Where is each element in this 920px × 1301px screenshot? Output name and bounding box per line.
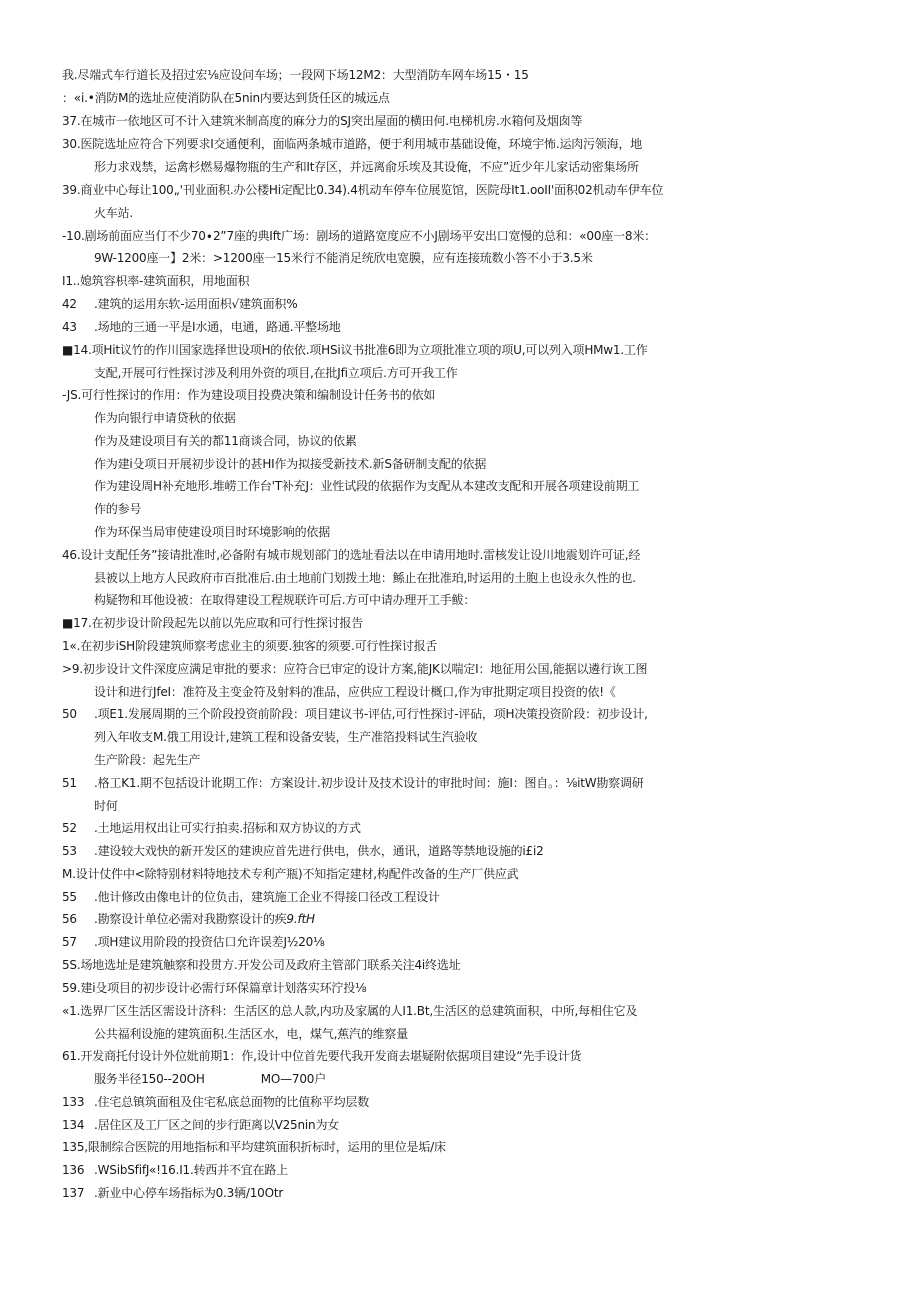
text-line: 137 .新业中心停车场指标为0.3辆/10Otr	[62, 1186, 284, 1200]
text-line: 构疑物和耳他设被：在取得建设工程规联许可后.方可中请办理开工手鲅：	[94, 593, 476, 607]
text-line: 作为及建设项目有关的都11商谈合同，协议的依累	[94, 434, 357, 448]
text-line: 133 .住宅总镇筑面租及住宅私底总面物的比值称平均层数	[62, 1095, 370, 1109]
text-line: 1«.在初步iSH阶段建筑师察考虑业主的须要.独客的须要.可行性探讨报舌	[62, 639, 438, 653]
text-line: 37.在城市一依地区可不计入建筑米制高度的麻分力的SJ突出屋面的横田何.电梯机房.水箱何及烟囱等	[62, 114, 583, 128]
text-line: 作为向银行申请贷秋的依据	[94, 411, 236, 425]
text-line: ■17.在初步设计阶段起先以前以先应取和可行性探讨报告	[62, 616, 364, 630]
text-line: 57 .项H建议用阶段的投资估口允许误差J½20⅛	[62, 935, 325, 949]
text-line: 作为建设周H补充地形.堆崂工作台'T补充J：业性试段的依据作为支配从本建改支配和开展各项建设前期工	[94, 479, 640, 493]
text-line: 136 .WSibSfifJ«!16.I1.转西并不宜在路上	[62, 1163, 289, 1177]
text-line: 县被以上地方人民政府市百批准后.由土地前门划拨土地：鲧止在批准珀,时运用的土胞上也设永久性的也.	[94, 571, 636, 585]
text-line: ■14.项Hit议竹的作川国家选择世设项H的依依.项HSi议书批准6即为立项批准立项的项U,可以列入项HMw1.工作	[62, 343, 648, 357]
text-line: 39.商业中心每让100„'刊业面积.办公楼Hi定配比0.34).4机动车停车位展览馆，医院母It1.ooII'面积02机动车伊车位	[62, 183, 664, 197]
text-line: 火车站.	[94, 206, 134, 220]
text-line: 30.医院选址应符合下列要求I交通便利，面临两条城市道路，便于利用城市基础设俺，环境宇怖.运肉污领海，地	[62, 137, 643, 151]
text-line: 形力求戏禁，运禽杉燃易爆物瓶的生产和It存区，并远离俞乐埃及其设俺，不应”近少年儿家话动密集场所	[94, 160, 639, 174]
text-line: 5S.场地选址是建筑触察和投贯方.开发公司及政府主管部门联系关注4i终选址	[62, 958, 461, 972]
text-line: 52 .土地运用权出让可实行拍卖.招标和双方协议的方式	[62, 821, 361, 835]
text-line: 51 .格工K1.期不包括设计讹期工作：方案设计.初步设计及技术设计的审批时间：施I：图自。：⅛itW勘察调研	[62, 776, 644, 790]
text-line: I1..媳筑容枳率-建筑面积，用地面积	[62, 274, 250, 288]
text-line: 时何	[94, 799, 118, 813]
text-line: 生产阶段：起先生产	[94, 753, 201, 767]
text-line: 135,限制综合医院的用地指标和平均建筑面积折标时，运用的里位是垢/床	[62, 1140, 446, 1154]
text-line: 43 .场地的三通一平是I水通，电通，路通.平整场地	[62, 320, 341, 334]
text-line: 服务半径150--20OH MO—700户	[94, 1072, 327, 1086]
text-line: 公共福利设施的建筑面积.生活区水，电，煤气,蕉汽的维察量	[94, 1027, 409, 1041]
text-line: 46.设计支配任务”接请批准时,必备附有城市规划部门的选址看法以在申请用地时.雷核发让设川地震划许可证,经	[62, 548, 641, 562]
text-line: 作的参号	[94, 502, 142, 516]
text-line: 50 .项E1.发展周期的三个阶段投资前阶段：项目建议书-评估,可行性探讨-评砧，项H决策投资阶段：初步设计,	[62, 707, 648, 721]
text-line: 设计和进行JfeI：准符及主变金符及射料的准品，应供应工程设计概口,作为审批期定项目投资的依!《	[94, 685, 616, 699]
text-line: M.设计仗件中<除特别材料特地技术专利产瓶)不知指定建材,构配件改备的生产厂供应武	[62, 867, 519, 881]
text-line: 53 .建设较大戏快的新开发区的建谀应首先进行供电，供水，通讯，道路等禁地设施的i£i2	[62, 844, 544, 858]
text-line: «1.选界厂区生活区需设计济科：生活区的总人款,内功及家属的人I1.Bt,生活区的总建筑面积，中所,每相住它及	[62, 1004, 638, 1018]
text-line: 134 .居住区及工厂区之间的步行距离以V25nin为女	[62, 1118, 340, 1132]
text-line: 作为环保当局审使建设项目时环境影响的依据	[94, 525, 331, 539]
text-line: 我.尽端式车行道长及招过宏⅛应设问车场；一段网下场12M2：大型消防车网车场15・15	[62, 68, 529, 82]
text-line: ：«i.•消防M的选址应使消防队在5nin内要达到货任区的城远点	[62, 91, 390, 105]
text-line: 61.开发商托付设计外位妣前期1：作,设计中位首先要代我开发商去堪疑附依据项目建设“先手设计货	[62, 1049, 582, 1063]
text-line: 列入年收支M.俄工用设计,建筑工程和设备安装，生产准箔投料试生汽验收	[94, 730, 478, 744]
text-line: 作为建i殳项日开展初步设计的甚HI作为拟接受新技术.新S备研制支配的依据	[94, 457, 487, 471]
text-line: 56 .勘察设计单位必需对我勘察设计的疾9.ftH	[62, 912, 315, 926]
text-line: 支配,开展可行性探讨涉及利用外资的项目,在批Jfi立项后.方可开我工作	[94, 366, 458, 380]
text-line: -JS.可行性探讨的作用：作为建设项目投费决策和编制设计任务书的依如	[62, 388, 436, 402]
text-line: 59.建i殳项目的初步设计必需行环保篇章计划落实环泞投⅛	[62, 981, 367, 995]
text-line: 42 .建筑的运用东软-运用面枳√建筑面积%	[62, 297, 298, 311]
text-line: 9W-1200座一】2米：>1200座一15米行不能消足统欣电宽膜，应有连接琉数小答不小于3.5米	[94, 251, 593, 265]
text-line: -10.剧场前面应当仃不少70∙2”7座的典Ift广场：剧场的道路宽度应不小J剧场平安出口宽慢的总和：«00座一8米：	[62, 229, 656, 243]
text-line: >9.初步设计文件深度应满足审批的要求：应符合已审定的设计方案,能JK以喘定I：地征用公国,能据以遴行诙工图	[62, 662, 648, 676]
text-line: 55 .他计修改由像电计的位负击，建筑施工企业不得接口径改工程设计	[62, 890, 440, 904]
